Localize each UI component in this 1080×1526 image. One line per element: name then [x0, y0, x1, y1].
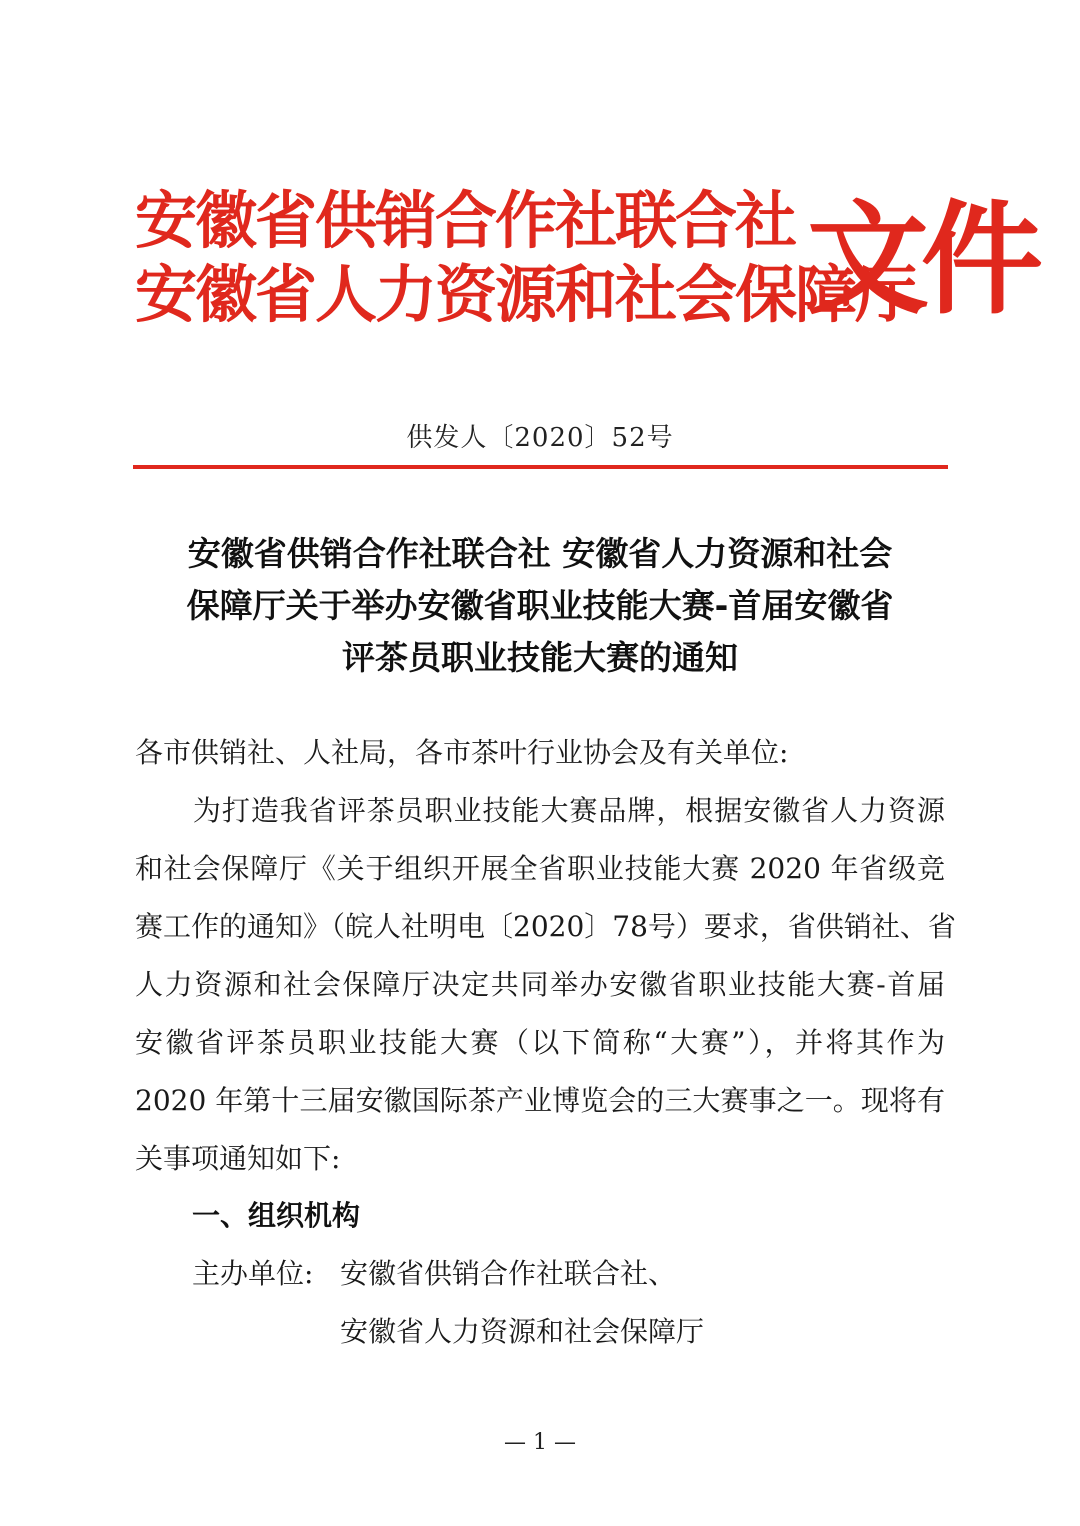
- organizer-name-2: 安徽省人力资源和社会保障厅: [340, 1315, 705, 1348]
- paragraph-line: 赛工作的通知》（皖人社明电〔2020〕78号）要求，省供销社、省: [135, 910, 956, 943]
- section-heading: 一、组织机构: [192, 1199, 361, 1232]
- title-line-3: 评茶员职业技能大赛的通知: [342, 638, 738, 677]
- paragraph-line: 和社会保障厅《关于组织开展全省职业技能大赛 2020 年省级竞: [135, 852, 945, 885]
- title-line-1: 安徽省供销合作社联合社 安徽省人力资源和社会: [187, 534, 893, 573]
- paragraph-line: 2020 年第十三届安徽国际茶产业博览会的三大赛事之一。现将有: [135, 1084, 945, 1117]
- title-line-2: 保障厅关于举办安徽省职业技能大赛-首届安徽省: [186, 586, 894, 625]
- document-type-label: 文件: [807, 187, 1035, 331]
- paragraph-line: 关事项通知如下:: [135, 1142, 341, 1175]
- organizer-label: 主办单位:: [192, 1257, 314, 1290]
- issuer-name-1: 安徽省供销合作社联合社: [135, 184, 796, 257]
- paragraph-line: 为打造我省评茶员职业技能大赛品牌，根据安徽省人力资源: [135, 794, 945, 827]
- paragraph-line: 人力资源和社会保障厅决定共同举办安徽省职业技能大赛-首届: [135, 968, 945, 1001]
- red-separator-line: [133, 465, 948, 469]
- organizer-name-1: 安徽省供销合作社联合社、: [340, 1257, 677, 1290]
- red-header-masthead: [135, 178, 1035, 348]
- issuer-name-2: 安徽省人力资源和社会保障厅: [135, 258, 916, 331]
- paragraph-line: 安徽省评茶员职业技能大赛（以下简称“大赛”），并将其作为: [135, 1026, 945, 1059]
- document-title: [120, 528, 960, 684]
- document-number: 供发人〔2020〕52号: [406, 423, 674, 453]
- salutation: 各市供销社、人社局，各市茶叶行业协会及有关单位:: [135, 736, 789, 769]
- page-number: — 1 —: [504, 1430, 576, 1455]
